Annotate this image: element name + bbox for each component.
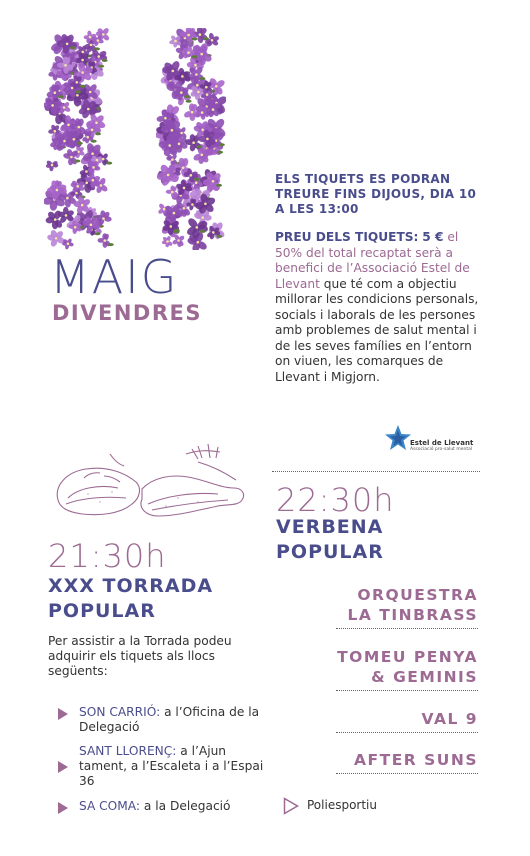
- venue-triangle-icon: [283, 797, 299, 815]
- flower-numeral-one-left: [44, 28, 114, 250]
- band-line1: AFTER SUNS: [354, 751, 478, 769]
- venue-label: Poliesportiu: [307, 798, 377, 812]
- price-label: PREU DELS TIQUETS:: [275, 230, 419, 244]
- price-emphasis: 50% del total recaptat serà a benefici de l’Associació Estel de Llevant: [275, 245, 470, 291]
- bullet-triangle-icon: [58, 802, 68, 814]
- price-text-1: el: [447, 230, 459, 244]
- place-name: SA COMA:: [79, 799, 141, 813]
- weekday-label: DIVENDRES: [52, 301, 202, 325]
- divider: [336, 690, 478, 691]
- band-line1: ORQUESTRA: [357, 586, 478, 604]
- bullet-triangle-icon: [58, 761, 68, 773]
- logo-subtitle: Associació pro-salut mental: [410, 447, 473, 452]
- ticket-place-sant-llorenc: [79, 744, 264, 789]
- place-detail: a la Delegació: [143, 799, 231, 813]
- event2-title-line2: POPULAR: [276, 541, 384, 563]
- place-detail: a l’Ajun tament, a l’Escaleta i a l’Espai 36: [79, 744, 264, 788]
- ticket-place-sa-coma: [79, 799, 269, 814]
- month-label: MAIG: [50, 250, 179, 304]
- star-logo-icon: [384, 424, 412, 454]
- place-name: SON CARRIÓ:: [79, 705, 161, 719]
- band-line1: TOMEU PENYA: [337, 648, 478, 666]
- event1-time: 21:30h: [48, 537, 167, 575]
- band-tomeu-penya: [337, 647, 478, 687]
- band-orquestra-la-tinbrass: [348, 585, 478, 625]
- band-val-9: [422, 709, 479, 729]
- price-text-2: que té com a objectiu millorar les condicions personals, socials i laborals de les persones amb problemes de salut mental i de les seves famílies en l’entorn on viuen, les comarques de Llevant i Migjorn.: [275, 276, 479, 384]
- price-amount: 5 €: [422, 230, 444, 244]
- tickets-deadline: ELS TIQUETS ES PODRAN TREURE FINS DIJOUS, DIA 10 A LES 13:00: [275, 172, 477, 216]
- divider: [336, 732, 478, 733]
- place-detail: a l’Oficina de la Delegació: [79, 705, 260, 734]
- grilled-meat-illustration: [48, 432, 248, 532]
- divider: [336, 628, 478, 629]
- event2-title-line1: VERBENA: [276, 516, 384, 538]
- band-line2: & GEMINIS: [371, 668, 478, 686]
- event2-time: 22:30h: [276, 481, 395, 519]
- place-name: SANT LLORENÇ:: [79, 744, 177, 758]
- event1-title-line2: POPULAR: [48, 600, 156, 622]
- divider: [336, 773, 478, 774]
- band-line2: LA TINBRASS: [347, 606, 478, 624]
- logo-name: Estel de Llevant: [410, 439, 474, 447]
- price-paragraph: [275, 230, 480, 385]
- band-after-suns: [354, 750, 478, 770]
- event1-title-line1: XXX TORRADA: [48, 575, 214, 597]
- event1-intro: Per assistir a la Torrada podeu adquirir els tiquets als llocs següents:: [48, 634, 232, 678]
- ticket-place-son-carrio: [79, 705, 269, 735]
- flower-numeral-one-right: [156, 28, 226, 250]
- band-line1: VAL 9: [421, 710, 478, 728]
- divider: [272, 471, 480, 472]
- bullet-triangle-icon: [58, 708, 68, 720]
